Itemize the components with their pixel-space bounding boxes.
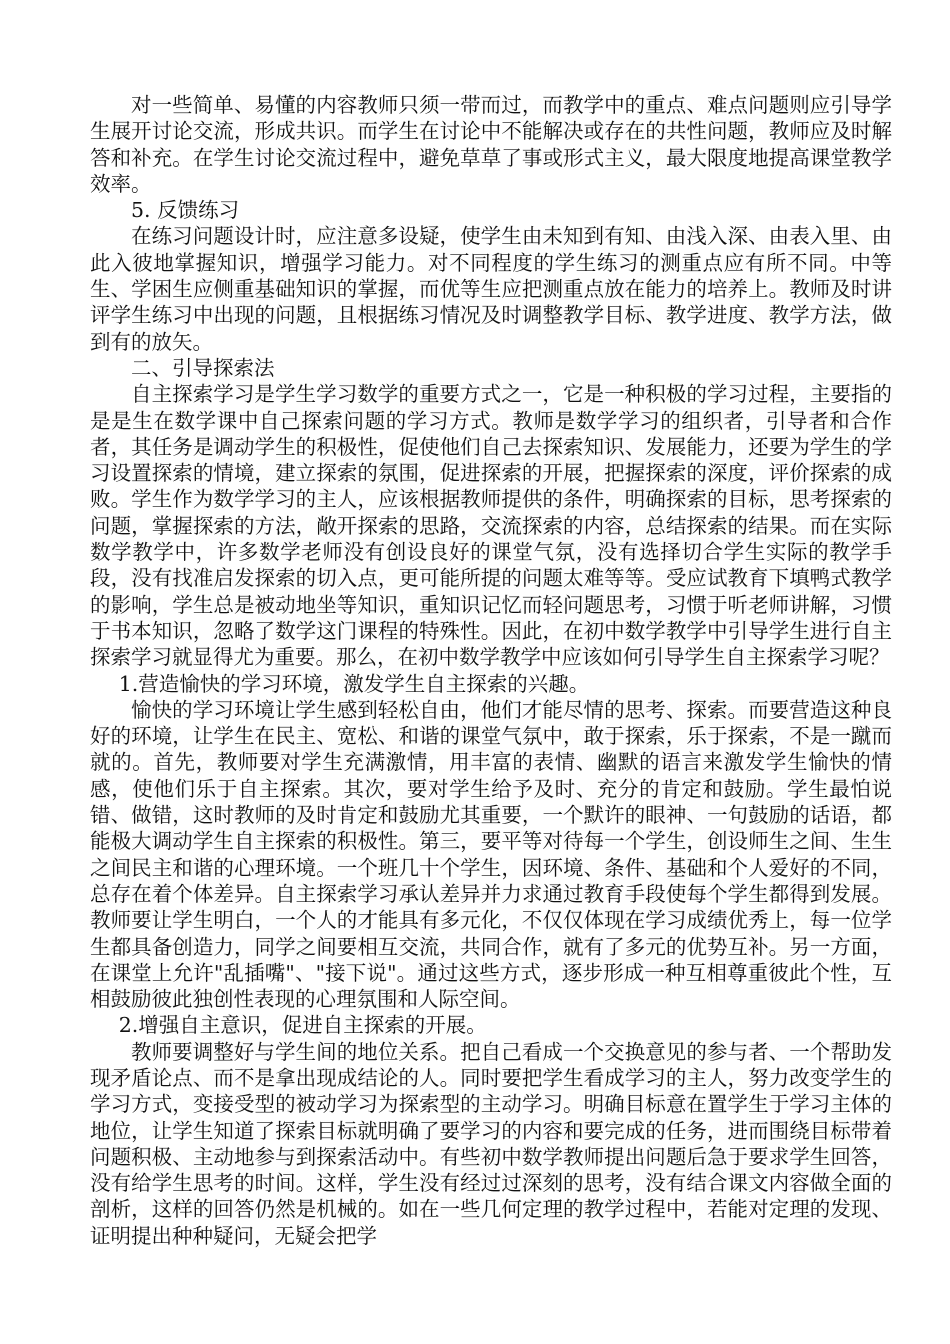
subheading-autonomy: 2.增强自主意识，促进自主探索的开展。 <box>118 1013 487 1038</box>
section-heading-guided-exploration: 二、引导探索法 <box>131 355 275 380</box>
paragraph-self-exploration: 自主探索学习是学生学习数学的重要方式之一，它是一种积极的学习过程，主要指的是是生在数学课中自己探索问题的学习方式。教师是数学学习的组织者，引导者和合作者，其任务是调动学生的积极性，促使他们自己去探索知识、发展能力，还要为学生的学习设置探索的情境，建立探索的氛围，促进探索的开展，把握探索的深度，评价探索的成败。学生作为数学学习的主人，应该根据教师提供的条件，明确探索的目标，思考探索的问题，掌握探索的方法，敞开探索的思路，交流探索的内容，总结探索的结果。而在实际数学教学中，许多数学老师没有创设良好的课堂气氛，没有选择切合学生实际的教学手段，没有找准启发探索的切入点，更可能所提的问题太难等等。受应试教育下填鸭式教学的影响，学生总是被动地坐等知识，重知识记忆而轻问题思考，习惯于听老师讲解，习惯于书本知识，忽略了数学这门课程的特殊性。因此，在初中数学教学中引导学生进行自主探索学习就显得尤为重要。那么，在初中数学教学中应该如何引导学生自主探索学习呢？ <box>90 382 892 670</box>
subheading-learning-environment: 1.营造愉快的学习环境，激发学生自主探索的兴趣。 <box>118 671 590 696</box>
paragraph-discussion: 对一些简单、易懂的内容教师只须一带而过，而教学中的重点、难点问题则应引导学生展开讨论交流，形成共识。而学生在讨论中不能解决或存在的共性问题，教师应及时解答和补充。在学生讨论交流过程中，避免草草了事或形式主义，最大限度地提高课堂教学效率。 <box>90 93 892 196</box>
paragraph-learning-environment: 愉快的学习环境让学生感到轻松自由，他们才能尽情的思考、探索。而要营造这种良好的环境，让学生在民主、宽松、和谐的课堂气氛中，敢于探索，乐于探索，不是一蹴而就的。首先，教师要对学生充满激情，用丰富的表情、幽默的语言来激发学生愉快的情感，使他们乐于自主探索。其次，要对学生给予及时、充分的肯定和鼓励。学生最怕说错、做错，这时教师的及时肯定和鼓励尤其重要，一个默许的眼神、一句鼓励的话语，都能极大调动学生自主探索的积极性。第三，要平等对待每一个学生，创设师生之间、生生之间民主和谐的心理环境。一个班几十个学生，因环境、条件、基础和个人爱好的不同，总存在着个体差异。自主探索学习承认差异并力求通过教育手段使每个学生都得到发展。教师要让学生明白，一个人的才能具有多元化，不仅仅体现在学习成绩优秀上，每一位学生都具备创造力，同学之间要相互交流，共同合作，就有了多元的优势互补。另一方面，在课堂上允许"乱插嘴"、"接下说"。通过这些方式，逐步形成一种互相尊重彼此个性，互相鼓励彼此独创性表现的心理氛围和人际空间。 <box>90 697 892 1012</box>
paragraph-practice: 在练习问题设计时，应注意多设疑，使学生由未知到有知、由浅入深、由表入里、由此入彼地掌握知识，增强学习能力。对不同程度的学生练习的测重点应有所不同。中等生、学困生应侧重基础知识的掌握，而优等生应把测重点放在能力的培养上。教师及时讲评学生练习中出现的问题，且根据练习情况及时调整教学目标、教学进度、教学方法，做到有的放矢。 <box>90 224 892 354</box>
paragraph-autonomy: 教师要调整好与学生间的地位关系。把自己看成一个交换意见的参与者、一个帮助发现矛盾论点、而不是拿出现成结论的人。同时要把学生看成学习的主人，努力改变学生的学习方式，变接受型的被动学习为探索型的主动学习。明确目标意在置学生于学习主体的地位，让学生知道了探索目标就明确了要学习的内容和要完成的任务，进而围绕目标带着问题积极、主动地参与到探索活动中。有些初中数学教师提出问题后急于要求学生回答，没有给学生思考的时间。这样，学生没有经过过深刻的思考，没有结合课文内容做全面的剖析，这样的回答仍然是机械的。如在一些几何定理的教学过程中，若能对定理的发现、证明提出种种疑问，无疑会把学 <box>90 1039 892 1248</box>
section-heading-feedback-practice: 5. 反馈练习 <box>131 198 240 223</box>
document-page <box>90 92 892 1249</box>
